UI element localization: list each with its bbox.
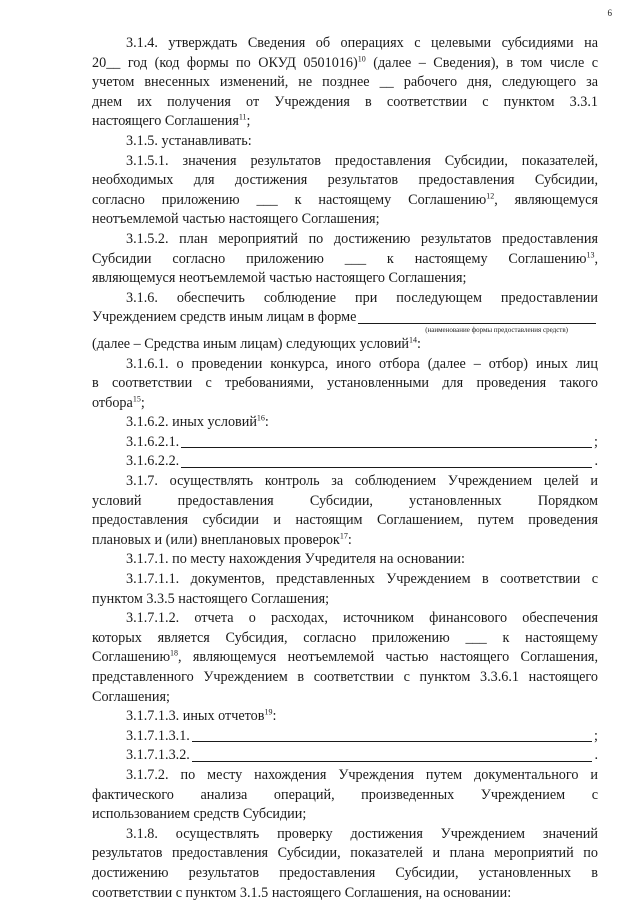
text-line: плановых и (или) внеплановых проверок xyxy=(92,531,340,548)
text-line: которых является Субсидия, согласно приложению ___ к настоящему xyxy=(92,629,598,646)
clause-3-1-7-1-3 xyxy=(92,707,598,727)
footnote-ref: 19 xyxy=(264,707,273,717)
text-line: 3.1.6.1. о проведении конкурса, иного отбора (далее – отбор) иных лиц xyxy=(126,355,598,372)
text-line: 3.1.7.1.3. иных отчетов xyxy=(126,708,265,725)
blank-line xyxy=(192,749,593,762)
clause-number: 3.1.7.1.3.2. xyxy=(126,747,190,764)
page-number: 6 xyxy=(607,8,612,18)
text-line: Соглашению xyxy=(92,649,171,666)
clause-3-1-7-2 xyxy=(92,766,598,825)
text-line: результатов предоставления Субсидии, показателей и плана мероприятий по xyxy=(92,845,598,862)
footnote-ref: 13 xyxy=(586,249,595,259)
text-line: , являющемуся xyxy=(494,191,599,208)
text-line: являющемуся неотъемлемой частью настоящего Соглашения; xyxy=(92,270,467,287)
footnote-ref: 17 xyxy=(339,531,348,541)
text-line: (далее – Средства иным лицам) следующих условий xyxy=(92,335,410,352)
text-line: неотъемлемой частью настоящего Соглашения; xyxy=(92,211,380,228)
text-line: . xyxy=(594,453,598,470)
text-line: ; xyxy=(246,113,251,130)
text-line: днем их получения от Учреждения в соответствии с пунктом 3.3.1 xyxy=(92,93,598,110)
text-line: необходимых для достижения результатов предоставления Субсидии, xyxy=(92,172,598,189)
footnote-ref: 11 xyxy=(238,112,247,122)
text-line: соответствии с пунктом 3.1.5 настоящего Соглашения, на основании: xyxy=(92,884,512,901)
footnote-ref: 12 xyxy=(486,191,495,201)
text-line: учетом внесенных изменений, не позднее __ рабочего дня, следующего за xyxy=(92,74,598,91)
text-line: ; xyxy=(140,394,145,411)
blank-line xyxy=(358,311,596,324)
clause-number: 3.1.7.1.3.1. xyxy=(126,727,190,744)
text-line: 3.1.5.2. план мероприятий по достижению результатов предоставления xyxy=(126,230,598,247)
text-line: 3.1.7. осуществлять контроль за соблюдением Учреждением целей и xyxy=(126,473,598,490)
text-line: использованием средств Субсидии; xyxy=(92,806,307,823)
text-line: представленного Учреждением в соответствии с пунктом 3.3.6.1 настоящего xyxy=(92,669,598,685)
text-line: ; xyxy=(594,433,598,450)
text-line: : xyxy=(347,531,352,548)
text-line: , xyxy=(594,250,598,267)
text-line: 3.1.5.1. значения результатов предоставления Субсидии, показателей, xyxy=(126,152,598,169)
text-line: пунктом 3.3.5 настоящего Соглашения; xyxy=(92,590,330,607)
text-line: 3.1.7.1.1. документов, представленных Учреждением в соответствии с xyxy=(126,571,598,588)
field-caption: (наименование формы предоставления средств) xyxy=(425,325,568,334)
clause-3-1-5-1 xyxy=(92,152,598,230)
text-line: 3.1.6.2. иных условий xyxy=(126,414,257,431)
text-line: предоставления субсидии и настоящим Соглашением, путем проведения xyxy=(92,512,598,529)
clause-3-1-7-1-3-1 xyxy=(92,727,598,747)
text-line: согласно приложению ___ к настоящему Соглашению xyxy=(92,191,487,208)
blank-line xyxy=(181,455,592,468)
text-line: в соответствии с требованиями, установленными для проведения такого xyxy=(92,375,598,392)
text-line: 3.1.7.1.2. отчета о расходах, источником финансового обеспечения xyxy=(126,610,598,627)
footnote-ref: 10 xyxy=(357,53,366,63)
text-line: фактического анализа операций, произведенных Учреждением с xyxy=(92,786,598,803)
footnote-ref: 15 xyxy=(132,393,141,403)
text-line: ; xyxy=(594,727,598,744)
text-line: (далее – Сведения), в том числе с xyxy=(365,54,599,71)
text-line: : xyxy=(264,414,269,431)
clause-3-1-7-1: 3.1.7.1. по месту нахождения Учредителя на основании: xyxy=(126,551,465,568)
clause-3-1-5-2 xyxy=(92,230,598,289)
clause-3-1-4 xyxy=(92,34,598,132)
text-line: достижению результатов предоставления Субсидии, установленных в xyxy=(92,864,598,881)
footnote-ref: 16 xyxy=(256,413,265,423)
text-line: Соглашения; xyxy=(92,688,170,705)
clause-number: 3.1.6.2.1. xyxy=(126,433,180,450)
clause-3-1-7-1-1 xyxy=(92,570,598,609)
text-line: . xyxy=(594,747,598,764)
clause-3-1-7 xyxy=(92,472,598,550)
clause-3-1-6-1 xyxy=(92,355,598,414)
clause-3-1-7-1-3-2 xyxy=(92,746,598,766)
text-line: 3.1.6. обеспечить соблюдение при последующем предоставлении xyxy=(126,289,598,306)
clause-3-1-6-2 xyxy=(92,413,598,433)
blank-line xyxy=(192,729,592,742)
clause-3-1-6 xyxy=(92,289,598,355)
clause-number: 3.1.6.2.2. xyxy=(126,453,180,470)
blank-line xyxy=(181,435,592,448)
clause-3-1-6-2-1 xyxy=(92,433,598,453)
text-line: условий предоставления Субсидии, установленных Порядком xyxy=(92,492,598,509)
text-line: : xyxy=(417,335,421,352)
text-line: настоящего Соглашения xyxy=(92,113,239,130)
text-line: Учреждением средств иным лицам в форме xyxy=(92,309,357,326)
text-line: 20__ год (код формы по ОКУД 0501016) xyxy=(92,54,358,71)
text-line: : xyxy=(272,708,277,725)
text-line: отбора xyxy=(92,394,133,411)
document-body xyxy=(92,34,598,903)
text-line: Субсидии согласно приложению ___ к настоящему Соглашению xyxy=(92,250,587,267)
text-line: 3.1.8. осуществлять проверку достижения Учреждением значений xyxy=(126,825,598,842)
text-line: 3.1.4. утверждать Сведения об операциях с целевыми субсидиями на xyxy=(126,35,598,51)
clause-3-1-8 xyxy=(92,825,598,903)
clause-3-1-6-2-2 xyxy=(92,452,598,472)
clause-3-1-7-1-2 xyxy=(92,609,598,707)
text-line: 3.1.7.2. по месту нахождения Учреждения путем документального и xyxy=(126,766,598,783)
footnote-ref: 18 xyxy=(170,648,179,658)
clause-3-1-5: 3.1.5. устанавливать: xyxy=(126,132,252,149)
text-line: , являющемуся неотъемлемой частью настоящего Соглашения, xyxy=(178,649,598,666)
footnote-ref: 14 xyxy=(409,335,418,345)
